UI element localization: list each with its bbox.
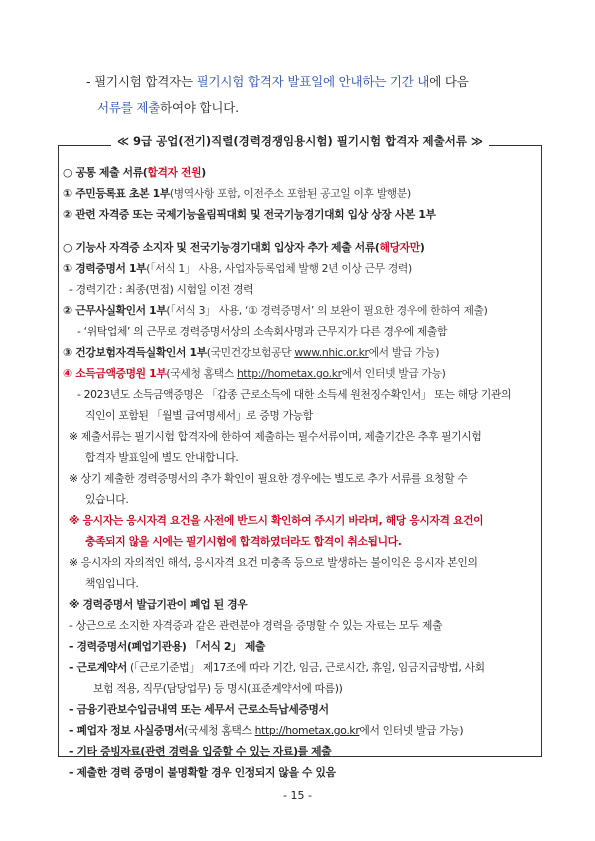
closed-item-7: - 제출한 경력 증명이 불명확할 경우 인정되지 않을 수 있음 xyxy=(69,766,336,779)
page-number: - 15 - xyxy=(283,789,312,802)
doc-item-career-certificate: ① 경력증명서 1부(「서식 1」 사용, 사업자등록업체 발행 2년 이상 근무 경력) xyxy=(63,262,412,275)
closed-business-heading: ※ 경력증명서 발급기관이 폐업 된 경우 xyxy=(69,598,248,611)
note-required-2: 합격자 발표일에 별도 안내합니다. xyxy=(85,451,239,464)
note-income-1: - 2023년도 소득금액증명은 「갑종 근로소득에 대한 소득세 원천징수확인서」 또는 해당 기관의 xyxy=(77,388,512,401)
note-career-period: - 경력기간 : 최종(면접) 시험일 이전 경력 xyxy=(69,283,254,296)
box-title-text: ≪ 9급 공업(전기)직렬(경력경쟁임용시험) 필기시험 합격자 제출서류 ≫ xyxy=(111,134,489,148)
nhic-link[interactable]: www.nhic.or.kr xyxy=(294,346,369,359)
intro-text: 하여야 합니다. xyxy=(160,100,239,115)
warning-eligibility-2: 충족되지 않을 시에는 필기시험에 합격하였더라도 합격이 취소됩니다. xyxy=(85,535,402,548)
doc-item-work-confirmation: ② 근무사실확인서 1부(「서식 3」 사용, ‘① 경력증명서’ 의 보완이 필요한 경우에 한하여 제출) xyxy=(63,304,488,317)
warning-eligibility-1: ※ 응시자는 응시자격 요건을 사전에 반드시 확인하여 주시기 바라며, 해당 응시자격 요건이 xyxy=(69,514,484,527)
doc-item-resident-registration: ① 주민등록표 초본 1부(병역사항 포함, 이전주소 포함된 공고일 이후 발행분) xyxy=(63,187,411,200)
doc-item-health-insurance: ③ 건강보험자격득실확인서 1부(국민건강보험공단 www.nhic.or.kr에서 발급 가능) xyxy=(63,346,440,359)
closed-item-2: - 경력증명서(폐업기관용) 「서식 2」 제출 xyxy=(69,640,266,653)
note-additional-1: ※ 상기 제출한 경력증명서의 추가 확인이 필요한 경우에는 별도로 추가 서류를 요청할 수 xyxy=(69,472,468,485)
note-responsibility-2: 책임입니다. xyxy=(85,577,139,590)
spacer xyxy=(63,225,543,237)
documents-list xyxy=(63,162,543,783)
closed-item-1: - 상근으로 소지한 자격증과 같은 관련분야 경력을 증명할 수 있는 자료는 모두 제출 xyxy=(69,619,443,632)
intro-text: 에 다음 xyxy=(429,74,469,89)
closed-item-3: - 근로계약서 (「근로기준법」 제17조에 따라 기간, 임금, 근로시간, 휴일, 임금지급방법, 사회 xyxy=(69,661,485,674)
note-responsibility-1: ※ 응시자의 자의적인 해석, 응시자격 요건 미충족 등으로 발생하는 불이익은 응시자 본인의 xyxy=(69,556,478,569)
closed-item-4: - 금융기관보수입금내역 또는 세무서 근로소득납세증명서 xyxy=(69,703,329,716)
hometax-link-2[interactable]: http://hometax.go.kr xyxy=(254,724,360,737)
doc-item-certificate-copy: ② 관련 자격증 또는 국제기능올림픽대회 및 전국기능경기대회 입상 상장 사본 1부 xyxy=(63,208,436,221)
intro-line-2 xyxy=(86,95,556,121)
closed-item-6: - 기타 증빙자료(관련 경력을 입증할 수 있는 자료)를 제출 xyxy=(69,745,332,758)
intro-paragraph xyxy=(86,69,556,121)
intro-text: - 필기시험 합격자는 xyxy=(86,74,197,89)
closed-item-3-cont: 보험 적용, 직무(담당업무) 등 명시(표준계약서에 따름)) xyxy=(93,682,343,695)
box-title xyxy=(58,133,542,149)
closed-item-5: - 폐업자 정보 사실증명서(국세청 홈택스 http://hometax.go.kr에서 인터넷 발급 가능) xyxy=(69,724,464,737)
note-outsourcing: - ‘위탁업체’ 의 근무로 경력증명서상의 소속회사명과 근무지가 다른 경우에 제출함 xyxy=(77,325,448,338)
common-docs-heading: ○ 공통 제출 서류(합격자 전원) xyxy=(63,166,206,179)
intro-highlight: 필기시험 합격자 발표일에 안내하는 기간 내 xyxy=(196,74,430,89)
note-required-1: ※ 제출서류는 필기시험 합격자에 한하여 제출하는 필수서류이며, 제출기간은 추후 필기시험 xyxy=(69,430,482,443)
doc-item-income-certificate: ④ 소득금액증명원 1부(국세청 홈택스 http://hometax.go.kr에서 인터넷 발급 가능) xyxy=(63,367,446,380)
intro-line-1 xyxy=(86,69,556,95)
hometax-link[interactable]: http://hometax.go.kr xyxy=(236,367,342,380)
note-additional-2: 있습니다. xyxy=(85,493,129,506)
additional-docs-heading: ○ 기능사 자격증 소지자 및 전국기능경기대회 입상자 추가 제출 서류(해당자만) xyxy=(63,241,425,254)
note-income-2: 직인이 포함된 「월별 급여명세서」로 증명 가능함 xyxy=(85,409,313,422)
intro-highlight: 서류를 제출 xyxy=(97,100,161,115)
